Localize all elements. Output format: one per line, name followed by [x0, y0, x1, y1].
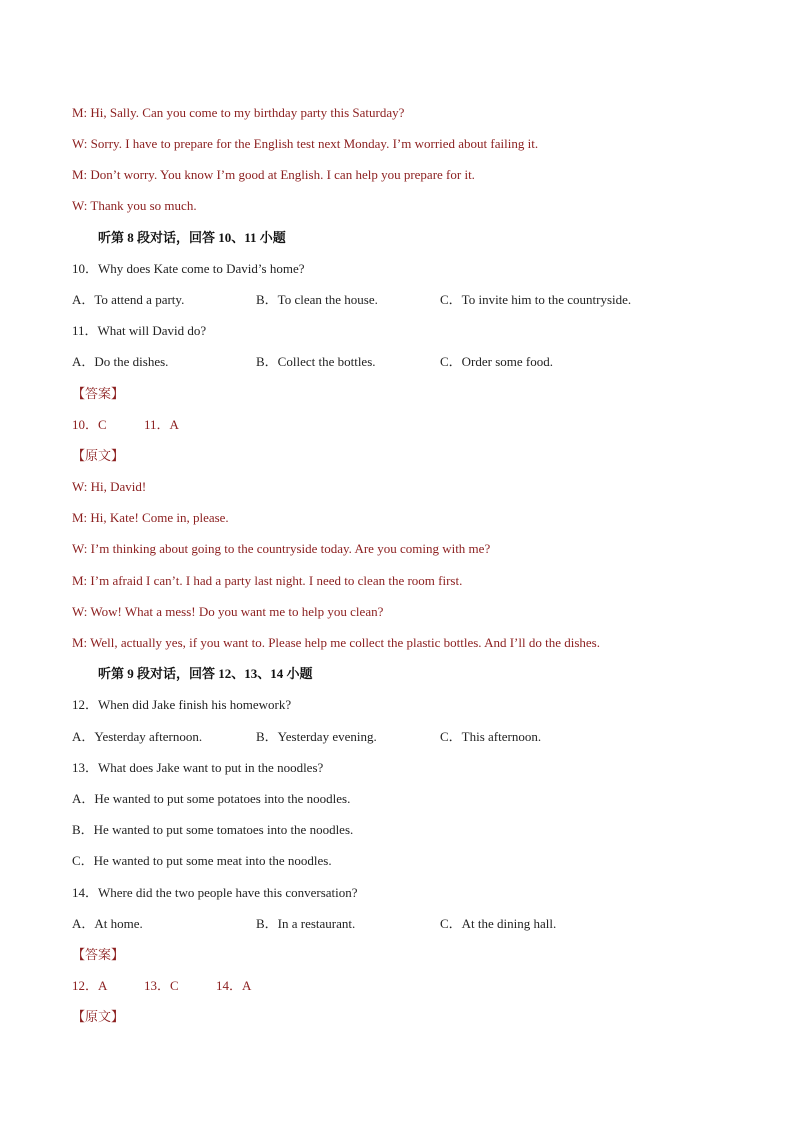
- option-c: C．To invite him to the countryside.: [440, 292, 632, 307]
- answer-tag: 【答案】: [72, 947, 125, 962]
- option-c: C．He wanted to put some meat into the noodles.: [72, 853, 332, 868]
- option-a: A．He wanted to put some potatoes into the noodles.: [72, 791, 351, 806]
- answer-item: 13．C: [144, 978, 179, 993]
- dialog-line: M: Well, actually yes, if you want to. Please help me collect the plastic bottles. And I’ll do the dishes.: [72, 635, 600, 650]
- option-c: C．At the dining hall.: [440, 916, 557, 931]
- dialog-line: W: Sorry. I have to prepare for the English test next Monday. I’m worried about failing it.: [72, 136, 539, 151]
- answer-item: 11．A: [144, 417, 179, 432]
- dialog-line: M: I’m afraid I can’t. I had a party last night. I need to clean the room first.: [72, 573, 463, 588]
- question-stem: 12．When did Jake finish his homework?: [72, 697, 292, 712]
- dialog-line: W: Wow! What a mess! Do you want me to help you clean?: [72, 604, 384, 619]
- dialog-line: W: Hi, David!: [72, 479, 147, 494]
- option-b: B．Yesterday evening.: [256, 729, 377, 744]
- script-tag: 【原文】: [72, 448, 125, 463]
- option-a: A．Do the dishes.: [72, 354, 169, 369]
- option-b: B．To clean the house.: [256, 292, 378, 307]
- answer-item: 14．A: [216, 978, 252, 993]
- answer-tag: 【答案】: [72, 386, 125, 401]
- option-a: A．Yesterday afternoon.: [72, 729, 203, 744]
- option-b: B．He wanted to put some tomatoes into the noodles.: [72, 822, 354, 837]
- answer-item: 12．A: [72, 978, 108, 993]
- question-stem: 13．What does Jake want to put in the noodles?: [72, 760, 324, 775]
- option-c: C．Order some food.: [440, 354, 554, 369]
- section-header: 听第 8 段对话，回答 10、11 小题: [98, 230, 286, 245]
- dialog-line: M: Hi, Sally. Can you come to my birthday party this Saturday?: [72, 105, 405, 120]
- option-b: B．In a restaurant.: [256, 916, 356, 931]
- dialog-line: M: Don’t worry. You know I’m good at English. I can help you prepare for it.: [72, 167, 475, 182]
- dialog-line: W: I’m thinking about going to the countryside today. Are you coming with me?: [72, 541, 491, 556]
- dialog-line: W: Thank you so much.: [72, 198, 197, 213]
- section-header: 听第 9 段对话，回答 12、13、14 小题: [98, 666, 313, 681]
- option-a: A．At home.: [72, 916, 143, 931]
- question-stem: 11．What will David do?: [72, 323, 207, 338]
- dialog-line: M: Hi, Kate! Come in, please.: [72, 510, 229, 525]
- option-c: C．This afternoon.: [440, 729, 542, 744]
- answer-item: 10．C: [72, 417, 107, 432]
- question-stem: 14．Where did the two people have this conversation?: [72, 885, 358, 900]
- option-b: B．Collect the bottles.: [256, 354, 376, 369]
- script-tag: 【原文】: [72, 1009, 125, 1024]
- option-a: A．To attend a party.: [72, 292, 185, 307]
- question-stem: 10．Why does Kate come to David’s home?: [72, 261, 305, 276]
